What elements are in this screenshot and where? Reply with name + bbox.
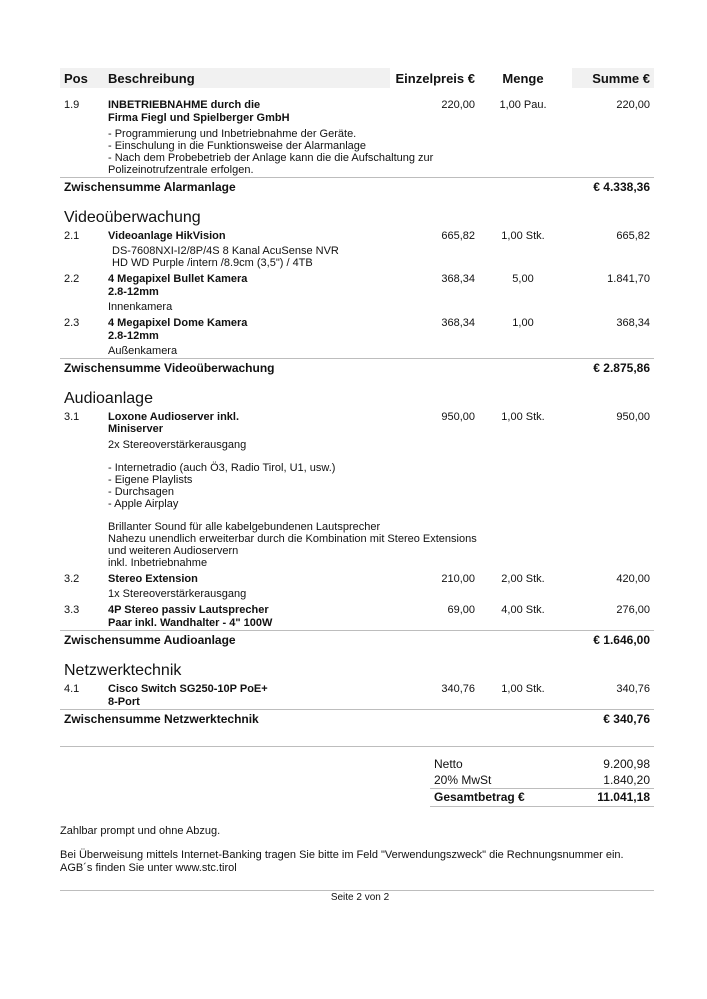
item-price: 368,34	[441, 273, 475, 285]
item-price: 220,00	[441, 99, 475, 111]
item-title: Stereo Extension	[108, 573, 198, 585]
desc-line: - Eigene Playlists	[108, 474, 193, 486]
totals-divider	[430, 806, 654, 807]
item-title-line1: 4 Megapixel Dome Kamera	[108, 317, 248, 329]
desc-line: - Nach dem Probebetrieb der Anlage kann die die Aufschaltung zur	[108, 152, 434, 164]
mwst-label: 20% MwSt	[434, 773, 492, 787]
gesamt-value: 11.041,18	[597, 790, 650, 804]
footer-divider	[60, 890, 654, 891]
item-pos: 4.1	[64, 683, 80, 695]
header-unit-price: Einzelpreis €	[395, 71, 475, 86]
item-pos: 2.3	[64, 317, 80, 329]
item-title-line1: INBETRIEBNAHME durch die	[108, 99, 261, 111]
item-quantity: 4,00 Stk.	[501, 604, 545, 616]
item-price: 69,00	[447, 604, 475, 616]
desc-line: Polizeinotrufzentrale erfolgen.	[108, 164, 254, 176]
divider	[60, 177, 654, 178]
item-pos: 3.1	[64, 411, 80, 423]
item-price: 210,00	[441, 573, 475, 585]
subtotal-alarm-value: € 4.338,36	[593, 180, 650, 194]
subtotal-video-label: Zwischensumme Videoüberwachung	[64, 361, 275, 375]
subtotal-video-value: € 2.875,86	[593, 361, 650, 375]
desc-line: - Einschulung in die Funktionsweise der Alarmanlage	[108, 140, 367, 152]
item-title-line2: 2.8-12mm	[108, 330, 159, 342]
item-notes	[108, 521, 477, 569]
item-title-line2: 2.8-12mm	[108, 286, 159, 298]
item-sum: 1.841,70	[607, 273, 650, 285]
subtotal-audio-value: € 1.646,00	[593, 633, 650, 647]
item-pos: 2.2	[64, 273, 80, 285]
item-quantity: 2,00 Stk.	[501, 573, 545, 585]
item-quantity: 1,00 Stk.	[501, 411, 545, 423]
item-title-line1: Loxone Audioserver inkl.	[108, 411, 240, 423]
mwst-value: 1.840,20	[603, 773, 650, 787]
payment-note: Zahlbar prompt und ohne Abzug.	[60, 825, 221, 837]
divider	[60, 630, 654, 631]
item-title-line1: Cisco Switch SG250-10P PoE+	[108, 683, 268, 695]
item-title-line2: 8-Port	[108, 696, 140, 708]
header-pos: Pos	[64, 71, 88, 86]
item-description: Außenkamera	[108, 345, 178, 357]
divider	[60, 709, 654, 710]
item-price: 950,00	[441, 411, 475, 423]
subtotal-network-label: Zwischensumme Netzwerktechnik	[64, 712, 259, 726]
desc-line: DS-7608NXI-I2/8P/4S 8 Kanal AcuSense NVR	[112, 245, 339, 257]
desc-line: Nahezu unendlich erweiterbar durch die Kombination mit Stereo Extensions	[108, 533, 477, 545]
header-sum: Summe €	[592, 71, 650, 86]
divider	[60, 746, 654, 747]
item-description	[108, 128, 433, 176]
totals-divider	[430, 788, 654, 789]
item-description: Innenkamera	[108, 301, 173, 313]
item-description	[112, 245, 339, 269]
item-title-line2: Miniserver	[108, 423, 164, 435]
item-features	[108, 462, 335, 510]
section-title-network: Netzwerktechnik	[64, 662, 182, 679]
item-quantity: 1,00 Stk.	[501, 230, 545, 242]
netto-value: 9.200,98	[603, 757, 650, 771]
netto-label: Netto	[434, 757, 463, 771]
item-description: 1x Stereoverstärkerausgang	[108, 588, 247, 600]
item-sum: 276,00	[616, 604, 650, 616]
desc-line: - Durchsagen	[108, 486, 175, 498]
desc-line: HD WD Purple /intern /8.9cm (3,5") / 4TB	[112, 257, 313, 269]
item-quantity: 1,00 Pau.	[499, 99, 547, 111]
header-quantity: Menge	[502, 71, 544, 86]
item-pos: 3.3	[64, 604, 80, 616]
item-sum: 220,00	[616, 99, 650, 111]
item-sum: 665,82	[616, 230, 650, 242]
item-sum: 950,00	[616, 411, 650, 423]
desc-line: - Apple Airplay	[108, 498, 179, 510]
item-pos: 3.2	[64, 573, 80, 585]
section-title-audio: Audioanlage	[64, 390, 153, 407]
item-pos: 1.9	[64, 99, 80, 111]
subtotal-audio-label: Zwischensumme Audioanlage	[64, 633, 236, 647]
item-pos: 2.1	[64, 230, 80, 242]
item-title-line2: Paar inkl. Wandhalter - 4" 100W	[108, 617, 273, 629]
item-sum: 340,76	[616, 683, 650, 695]
section-title-video: Videoüberwachung	[64, 209, 201, 226]
transfer-note: Bei Überweisung mittels Internet-Banking tragen Sie bitte im Feld "Verwendungszweck" die Rechnungsnummer ein.	[60, 849, 624, 861]
item-title-line2: Firma Fiegl und Spielberger GmbH	[108, 112, 290, 124]
header-description: Beschreibung	[108, 71, 195, 86]
desc-line: und weiteren Audioservern	[108, 545, 239, 557]
item-title-line1: 4 Megapixel Bullet Kamera	[108, 273, 248, 285]
item-sum: 420,00	[616, 573, 650, 585]
desc-line: - Programmierung und Inbetriebnahme der Geräte.	[108, 128, 357, 140]
item-title: Videoanlage HikVision	[108, 230, 226, 242]
desc-line: Brillanter Sound für alle kabelgebundenen Lautsprecher	[108, 521, 381, 533]
item-price: 340,76	[441, 683, 475, 695]
item-title-line1: 4P Stereo passiv Lautsprecher	[108, 604, 269, 616]
item-quantity: 5,00	[512, 273, 534, 285]
item-sum: 368,34	[616, 317, 650, 329]
subtotal-alarm-label: Zwischensumme Alarmanlage	[64, 180, 236, 194]
terms-note: AGB´s finden Sie unter www.stc.tirol	[60, 862, 237, 874]
divider	[60, 358, 654, 359]
item-quantity: 1,00	[512, 317, 534, 329]
gesamt-label: Gesamtbetrag €	[434, 790, 525, 804]
subtotal-network-value: € 340,76	[603, 712, 650, 726]
desc-line: - Internetradio (auch Ö3, Radio Tirol, U1, usw.)	[108, 462, 336, 474]
page-number: Seite 2 von 2	[330, 892, 390, 903]
item-quantity: 1,00 Stk.	[501, 683, 545, 695]
item-price: 665,82	[441, 230, 475, 242]
item-price: 368,34	[441, 317, 475, 329]
desc-line: inkl. Inbetriebnahme	[108, 557, 208, 569]
item-description: 2x Stereoverstärkerausgang	[108, 439, 247, 451]
